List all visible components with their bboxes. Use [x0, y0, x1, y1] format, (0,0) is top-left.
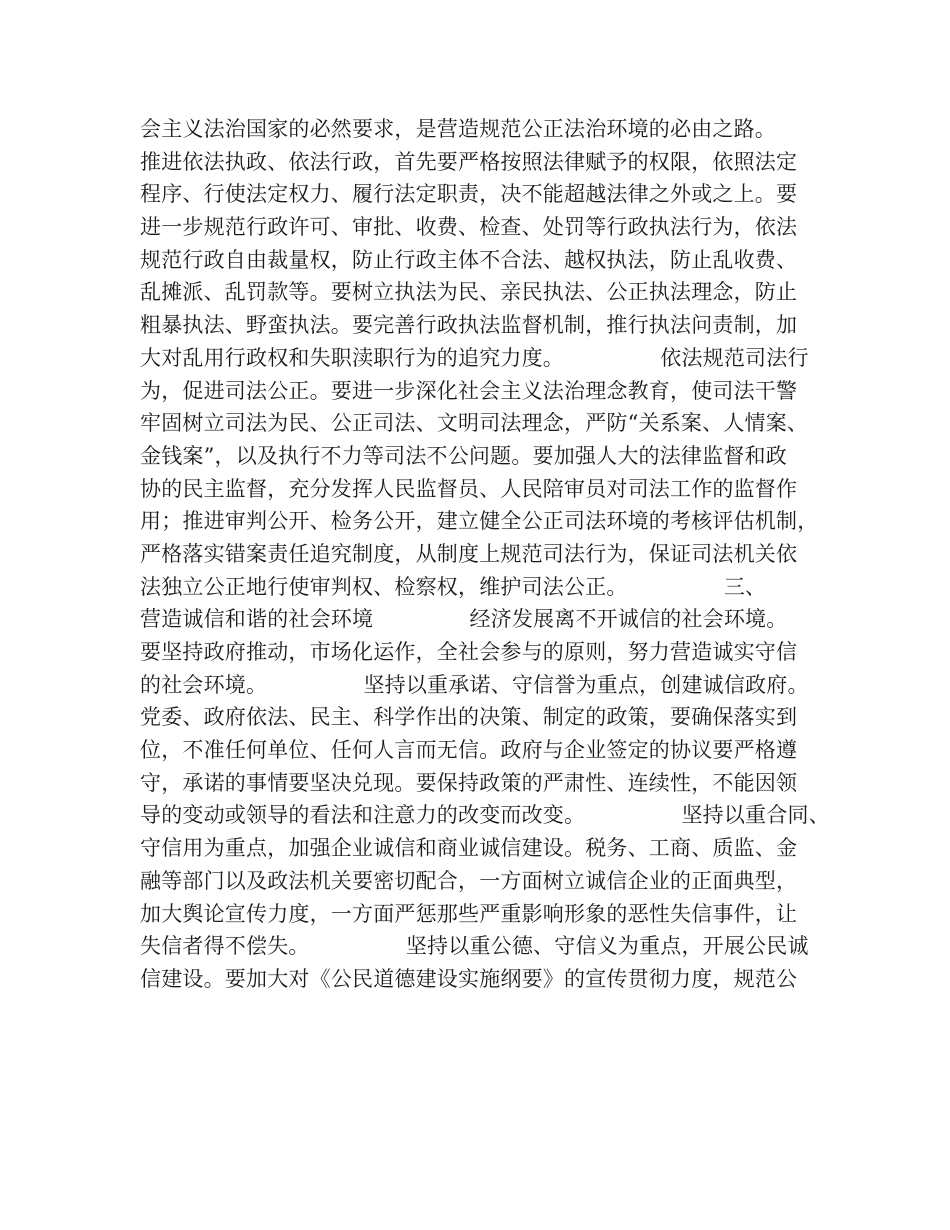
text-line: 要坚持政府推动，市场化运作，全社会参与的原则，努力营造诚实守信 — [140, 640, 798, 664]
text-line: 法独立公正地行使审判权、检察权，维护司法公正。 三、 — [140, 574, 767, 599]
text-line: 牢固树立司法为民、公正司法、文明司法理念，严防“关系案、人情案、 — [140, 411, 809, 436]
text-line: 守信用为重点，加强企业诚信和商业诚信建设。税务、工商、质监、金 — [140, 836, 798, 861]
text-line: 导的变动或领导的看法和注意力的改变而改变。 坚持以重合同、 — [140, 803, 830, 828]
text-line: 守，承诺的事情要坚决兑现。要保持政策的严肃性、连续性，不能因领 — [140, 770, 798, 795]
text-line: 规范行政自由裁量权，防止行政主体不合法、越权执法，防止乱收费、 — [140, 247, 798, 272]
text-line: 乱摊派、乱罚款等。要树立执法为民、亲民执法、公正执法理念，防止 — [140, 280, 798, 305]
text-line: 用；推进审判公开、检务公开，建立健全公正司法环境的考核评估机制， — [140, 509, 819, 534]
text-line: 会主义法治国家的必然要求，是营造规范公正法治环境的必由之路。 — [140, 117, 776, 141]
text-line: 协的民主监督，充分发挥人民监督员、人民陪审员对司法工作的监督作 — [140, 476, 798, 501]
text-line: 推进依法执政、依法行政，首先要严格按照法律赋予的权限，依照法定 — [140, 149, 798, 174]
text-line: 粗暴执法、野蛮执法。要完善行政执法监督机制，推行执法问责制，加 — [140, 313, 798, 338]
body-text — [140, 113, 840, 996]
text-line: 为，促进司法公正。要进一步深化社会主义法治理念教育，使司法干警 — [140, 378, 798, 403]
text-line: 加大舆论宣传力度，一方面严惩那些严重影响形象的恶性失信事件，让 — [140, 901, 798, 926]
text-line: 大对乱用行政权和失职渎职行为的追究力度。 依法规范司法行 — [140, 345, 809, 370]
text-line: 金钱案”，以及执行不力等司法不公问题。要加强人大的法律监督和政 — [140, 443, 787, 468]
text-line: 失信者得不偿失。 坚持以重公德、守信义为重点，开展公民诚 — [140, 934, 809, 959]
text-line: 进一步规范行政许可、审批、收费、检查、处罚等行政执法行为，依法 — [140, 215, 798, 240]
text-line: 位，不准任何单位、任何人言而无信。政府与企业签定的协议要严格遵 — [140, 738, 798, 763]
text-line: 的社会环境。 坚持以重承诺、守信誉为重点，创建诚信政府。 — [140, 672, 809, 697]
text-line: 融等部门以及政法机关要密切配合，一方面树立诚信企业的正面典型， — [140, 868, 798, 893]
text-line: 党委、政府依法、民主、科学作出的决策、制定的政策，要确保落实到 — [140, 705, 798, 730]
text-line: 信建设。要加大对《公民道德建设实施纲要》的宣传贯彻力度，规范公 — [140, 966, 798, 991]
text-line: 严格落实错案责任追究制度，从制度上规范司法行为，保证司法机关依 — [140, 541, 798, 566]
text-line: 程序、行使法定权力、履行法定职责，决不能超越法律之外或之上。要 — [140, 182, 798, 207]
text-line: 营造诚信和谐的社会环境 经济发展离不开诚信的社会环境。 — [140, 607, 788, 632]
